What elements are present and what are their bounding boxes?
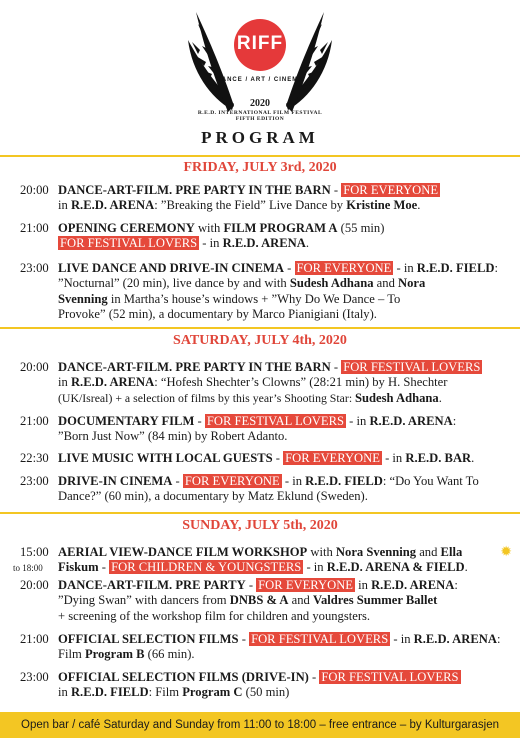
performer: DNBS & A	[229, 593, 289, 608]
text: and	[373, 276, 399, 291]
performer: Fiskum	[58, 560, 99, 575]
text: - in	[303, 560, 327, 575]
text: .	[305, 236, 310, 251]
header	[0, 0, 520, 150]
audience-tag: FOR EVERYONE	[258, 578, 353, 592]
text: Film	[58, 647, 85, 662]
event-time: 20:00	[20, 578, 49, 592]
event-time: 21:00	[20, 632, 49, 646]
day-heading-saturday: SATURDAY, JULY 4th, 2020	[173, 333, 347, 348]
event-time: 20:00	[20, 360, 49, 374]
performer: Svenning	[58, 291, 108, 306]
event-title: DRIVE-IN CINEMA	[58, 474, 173, 488]
text: (66 min).	[144, 647, 195, 662]
event-end-time: to 18:00	[13, 563, 43, 573]
venue: R.E.D. ARENA	[70, 375, 155, 390]
text: in	[58, 198, 71, 213]
divider	[0, 512, 520, 514]
event-title: LIVE DANCE AND DRIVE-IN CINEMA	[58, 261, 285, 275]
text: .	[464, 560, 468, 575]
text: ”Born Just Now” (84 min) by Robert Adanto.	[58, 429, 288, 444]
text: .	[417, 198, 421, 213]
text: ”Dying Swan” with dancers from	[58, 593, 230, 608]
venue: R.E.D. ARENA	[369, 414, 453, 428]
text: - in	[346, 414, 370, 428]
program-name: FILM PROGRAM A	[223, 221, 338, 235]
text: - in	[199, 236, 223, 251]
program-name: Program C	[182, 685, 243, 700]
text: - in	[281, 474, 306, 488]
text: -	[194, 414, 205, 428]
text: and	[288, 593, 313, 608]
venue: R.E.D. FIELD	[305, 474, 383, 488]
text: .	[438, 390, 442, 405]
event-title: DOCUMENTARY FILM	[58, 414, 195, 428]
audience-tag: FOR EVERYONE	[343, 183, 439, 197]
event-time: 21:00	[20, 414, 49, 428]
audience-tag: FOR EVERYONE	[296, 261, 392, 275]
page-title: PROGRAM	[201, 128, 319, 147]
footer-banner: Open bar / café Saturday and Sunday from 11:00 to 18:00 – free entrance – by Kulturgarasjen	[0, 712, 520, 738]
event-title: LIVE MUSIC WITH LOCAL GUESTS	[58, 451, 273, 465]
event-time: 23:00	[20, 261, 49, 275]
audience-tag: FOR CHILDREN & YOUNGSTERS	[111, 560, 302, 575]
text: - in	[393, 261, 417, 275]
text: .	[471, 451, 475, 465]
text: and	[416, 545, 441, 559]
audience-tag: FOR EVERYONE	[285, 451, 380, 465]
venue: R.E.D. ARENA & FIELD	[326, 560, 465, 575]
venue: R.E.D. ARENA	[70, 198, 155, 213]
text: : ”Breaking the Field” Live Dance by	[154, 198, 347, 213]
event-time: 20:00	[20, 183, 49, 197]
event-time: 23:00	[20, 670, 49, 684]
event-title: OFFICIAL SELECTION FILMS (DRIVE-IN)	[58, 670, 309, 684]
text: Provoke” (52 min), a documentary by Marco Pianigiani (Italy).	[58, 307, 377, 322]
text: -	[98, 560, 110, 575]
event-time: 22:30	[20, 451, 49, 465]
performer: Sudesh Adhana	[355, 390, 439, 405]
event-time: 15:00	[20, 545, 49, 559]
text: in	[58, 685, 71, 700]
logo-text: RIFF	[236, 33, 284, 54]
venue: R.E.D. ARENA	[222, 236, 306, 251]
performer: Sudesh Adhana	[289, 276, 374, 291]
text: Dance?” (60 min), a documentary by Matz Eklund (Sweden).	[58, 489, 368, 504]
festival-year: 2020	[250, 98, 270, 109]
audience-tag: FOR FESTIVAL LOVERS	[60, 236, 198, 251]
logo-tagline: DANCE / ART / CINEMA	[216, 77, 304, 83]
festival-name: R.E.D. INTERNATIONAL FILM FESTIVAL	[197, 110, 323, 116]
performer: Ella	[440, 545, 463, 559]
text: -	[284, 261, 295, 275]
audience-tag: FOR FESTIVAL LOVERS	[206, 414, 344, 428]
event-time: 21:00	[20, 221, 49, 235]
audience-tag: FOR FESTIVAL LOVERS	[251, 632, 389, 646]
event-title: OFFICIAL SELECTION FILMS	[58, 632, 239, 646]
performer: Nora Svenning	[335, 545, 417, 559]
text: -	[272, 451, 284, 465]
divider	[0, 327, 520, 329]
audience-tag: FOR EVERYONE	[184, 474, 280, 488]
venue: R.E.D. BAR	[405, 451, 472, 465]
text: -	[238, 632, 250, 646]
event-title: DANCE-ART-FILM. PRE PARTY	[58, 578, 246, 592]
text: -	[245, 578, 257, 592]
text: ”Nocturnal” (20 min), live dance by and with	[58, 276, 290, 291]
event-title: OPENING CEREMONY	[58, 221, 195, 235]
venue: R.E.D. FIELD	[416, 261, 495, 275]
sun-icon: ✹	[500, 545, 512, 560]
audience-tag: FOR FESTIVAL LOVERS	[321, 670, 459, 684]
text: with	[194, 221, 224, 235]
text: -	[330, 183, 342, 197]
day-heading-friday: FRIDAY, JULY 3rd, 2020	[183, 160, 337, 175]
text: in	[58, 375, 71, 390]
event-title: DANCE-ART-FILM. PRE PARTY IN THE BARN	[58, 183, 331, 197]
text: : Film	[148, 685, 183, 700]
performer: Valdres Summer Ballet	[313, 593, 438, 608]
text: - in	[390, 632, 414, 646]
text: -	[308, 670, 320, 684]
text: - in	[381, 451, 406, 465]
program-name: Program B	[84, 647, 145, 662]
venue: R.E.D. FIELD	[70, 685, 149, 700]
event-title: AERIAL VIEW-DANCE FILM WORKSHOP	[58, 545, 308, 559]
text: :	[496, 632, 501, 646]
venue: R.E.D. ARENA	[413, 632, 497, 646]
event-title: DANCE-ART-FILM. PRE PARTY IN THE BARN	[58, 360, 331, 374]
divider	[0, 155, 520, 157]
text: (UK/Isreal) + a selection of films by this year’s Shooting Star:	[58, 390, 356, 405]
text: with	[307, 545, 336, 559]
venue: R.E.D. ARENA	[371, 578, 455, 592]
text: -	[330, 360, 342, 374]
text: :	[494, 261, 498, 275]
performer: Kristine Moe	[346, 198, 418, 213]
festival-edition: FIFTH EDITION	[235, 116, 285, 122]
text: + screening of the workshop film for children and youngsters.	[58, 608, 371, 623]
text: (55 min)	[337, 221, 385, 235]
text: in	[354, 578, 372, 592]
audience-tag: FOR FESTIVAL LOVERS	[343, 360, 481, 374]
day-heading-sunday: SUNDAY, JULY 5th, 2020	[182, 518, 338, 533]
performer: Nora	[398, 276, 426, 291]
text: :	[452, 414, 457, 428]
text: -	[172, 474, 183, 488]
text: in Martha’s house’s windows + ”Why Do We Dance – To	[107, 291, 401, 306]
event-time: 23:00	[20, 474, 49, 488]
text: : “Do You Want To	[382, 474, 479, 488]
text: (50 min)	[242, 685, 290, 700]
text: : “Hofesh Shechter’s Clowns” (28:21 min) by H. Shechter	[154, 375, 448, 390]
text: :	[454, 578, 458, 592]
